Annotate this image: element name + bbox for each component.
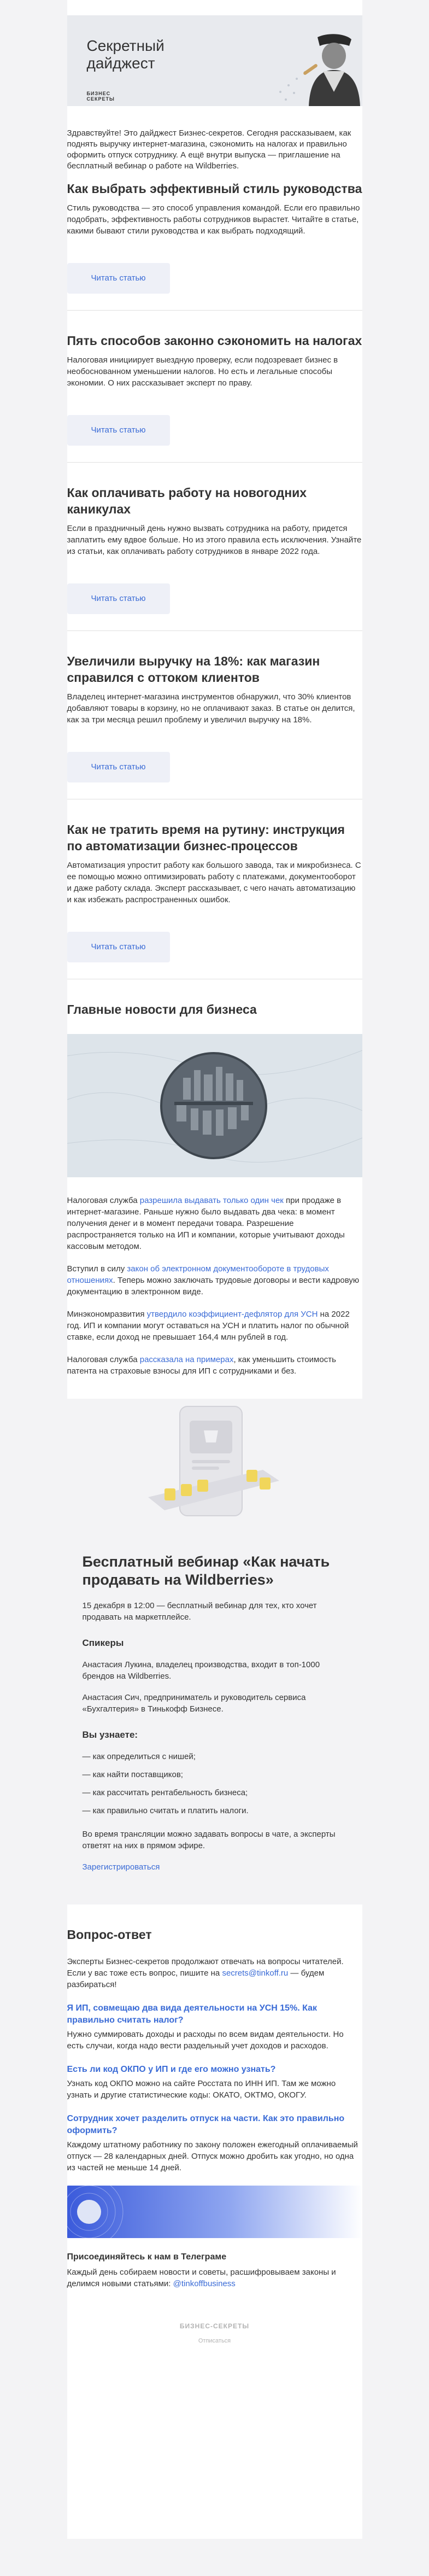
unsubscribe-link[interactable]: Отписаться [198,2338,231,2344]
intro-text: Здравствуйте! Это дайджест Бизнес-секретов. Сегодня рассказываем, как поднять выручку интернет-магазина, сэкономить на налогах и правильно оформить отпуск сотруднику. А ещё внутри выпуска — приглашение на бесплатный вебинар о работе на Wildberries. [67,128,351,171]
hero-brand-line1: БИЗНЕС [86,91,111,96]
article-text: Стиль руководства — это способ управления командой. Если его правильно подобрать, эффективность работы сотрудников вырастет. Читайте в статье, какими бывают стили руководства и как выбрать подходящий. [67,203,360,236]
news-link[interactable]: рассказала на примерах [139,1355,234,1364]
article-text: Автоматизация упростит работу как большого завода, так и микробизнеса. С ее помощью можно оптимизировать работу с платежами, документооборот и даже работу склада. Эксперт рассказывает, с чего начать автоматизацию и как избежать распространенных ошибок. [67,861,361,904]
read-article-button[interactable]: Читать статью [67,263,170,294]
hero-title-line1: Секретный [86,37,164,54]
news-text: , как уменьшить стоимость патента на страховые взносы для ИП с сотрудниками и без. [67,1355,336,1376]
read-article-button[interactable]: Читать статью [67,583,170,614]
qa-intro-text: Эксперты Бизнес-секретов продолжают отвечать на вопросы читателей. Если у вас тоже есть вопрос, пишите на [67,1957,344,1978]
webinar-date: 15 декабря в 12:00 — бесплатный вебинар для тех, кто хочет продавать на маркетплейсе. [82,1601,317,1622]
learn-item: — как найти поставщиков; [82,1770,183,1779]
read-article-button[interactable]: Читать статью [67,415,170,446]
article-title[interactable]: Как оплачивать работу на новогодних каникулах [67,486,307,516]
hero-illustration [269,15,362,106]
speakers-heading: Спикеры [82,1638,124,1648]
speaker-item: Анастасия Сич, предприниматель и руководитель сервиса «Бухгалтерия» в Тинькофф Бизнесе. [82,1693,306,1714]
news-text: на 2022 год. ИП и компании могут оставаться на УСН и платить налог по обычной ставке, если доход не превышает 164,4 млн рублей в год. [67,1310,350,1342]
article-text: Если в праздничный день нужно вызвать сотрудника на работу, придется заплатить ему вдвое больше. Но из этого правила есть исключения. Узнайте из статьи, как оплачивать работу сотрудников в январе 2022 года. [67,524,362,556]
telegram-text [67,2267,362,2289]
news-text: Вступил в силу [67,1264,127,1274]
article-card [67,332,362,463]
news-item [67,1354,362,1377]
learn-item: — как правильно считать и платить налоги. [82,1806,249,1815]
telegram-link[interactable]: @tinkoffbusiness [173,2279,236,2288]
article-text: Налоговая инициирует выездную проверку, если подозревает бизнес в необоснованном уменьшении налогов. Но есть и легальные способы экономии. О них рассказывает эксперт по праву. [67,355,338,388]
news-text: Налоговая служба [67,1355,140,1364]
article-card [67,653,362,799]
telegram-banner[interactable] [67,2186,362,2238]
hero-title [87,37,164,72]
news-text: при продаже в интернет-магазине. Раньше нужно было выдавать два чека: в момент получения денег и в момент передачи товара. Разрешение распространяется только на ИП и компании, которые учитывают доходы кассовым методом. [67,1196,345,1251]
learn-item: — как определиться с нишей; [82,1752,196,1761]
article-title[interactable]: Как не тратить время на рутину: инструкция по автоматизации бизнес-процессов [67,822,345,853]
news-link[interactable]: закон об электронном документообороте в трудовых отношениях [67,1264,329,1285]
news-item [67,1309,362,1343]
email-link[interactable]: secrets@tinkoff.ru [222,1968,289,1978]
email-page [67,0,362,2539]
speaker-item: Анастасия Лукина, владелец производства, входит в топ-1000 брендов на Wildberries. [82,1660,320,1681]
qa-answer: Каждому штатному работнику по закону положен ежегодный оплачиваемый отпуск — 28 календарных дней. Отпуск можно дробить как угодно, но одна из частей не меньше 14 дней. [67,2140,358,2172]
learn-item: — как рассчитать рентабельность бизнеса; [82,1788,248,1797]
marketplace-phone-image [83,1399,347,1539]
article-text: Владелец интернет-магазина инструментов обнаружил, что 30% клиентов добавляют товары в корзину, но не оплачивают заказ. В статье он делится, как за три месяца решил проблему и увеличил выручку на 18%. [67,692,355,725]
article-title[interactable]: Как выбрать эффективный стиль руководства [67,182,362,196]
hero-title-line2: дайджест [86,55,155,72]
qa-heading: Вопрос-ответ [67,1927,152,1942]
telegram-heading: Присоединяйтесь к нам в Телеграме [67,2252,227,2262]
footer-brand: БИЗНЕС-СЕКРЕТЫ [179,2322,250,2330]
qa-intro-text: — будем разбираться! [67,1968,325,1989]
qa-question[interactable]: Сотрудник хочет разделить отпуск на части. Как это правильно оформить? [67,2114,345,2135]
qa-intro [67,1956,362,1990]
telegram-gradient-image [67,2186,362,2238]
article-card [67,180,362,311]
webinar-block [67,1399,362,1905]
qa-question[interactable]: Я ИП, совмещаю два вида деятельности на УСН 15%. Как правильно считать налог? [67,2003,318,2025]
article-title[interactable]: Увеличили выручку на 18%: как магазин справился с оттоком клиентов [67,654,320,685]
news-text: Налоговая служба [67,1196,140,1205]
webinar-note: Во время трансляции можно задавать вопросы в чате, а эксперты ответят на них в прямом эфире. [82,1830,336,1850]
qa-question[interactable]: Есть ли код ОКПО у ИП и где его можно узнать? [67,2065,276,2074]
news-item [67,1263,362,1298]
news-text: Минэкономразвития [67,1310,147,1319]
article-title[interactable]: Пять способов законно сэкономить на налогах [67,334,362,348]
hero-brand-line2: СЕКРЕТЫ [86,96,115,102]
article-card [67,484,362,631]
footer [67,2322,362,2344]
qa-answer: Нужно суммировать доходы и расходы по всем видам деятельности. Но есть случаи, когда надо вести раздельный учет доходов и расходов. [67,2030,344,2051]
hero-banner [67,15,362,106]
learn-list [83,1751,347,1816]
news-illustration [67,1034,362,1177]
qa-answer: Узнать код ОКПО можно на сайте Росстата по ИНН ИП. Там же можно узнать и другие статистические коды: ОКАТО, ОКТМО, ОКОГУ. [67,2079,336,2100]
register-link[interactable]: Зарегистрироваться [82,1862,160,1872]
news-item [67,1195,362,1252]
article-card [67,821,362,979]
hero-brand-logo [87,91,115,102]
learn-heading: Вы узнаете: [82,1730,138,1740]
news-link[interactable]: утвердило коэффициент-дефлятор для УСН [146,1310,318,1319]
read-article-button[interactable]: Читать статью [67,752,170,782]
news-link[interactable]: разрешила выдавать только один чек [139,1196,284,1205]
news-heading: Главные новости для бизнеса [67,1002,257,1017]
webinar-illustration [83,1399,347,1539]
webinar-title: Бесплатный вебинар «Как начать продавать на Wildberries» [82,1553,330,1588]
news-text: . Теперь можно заключать трудовые договоры и вести кадровую документацию в электронном виде. [67,1276,360,1296]
telegram-text-body: Каждый день собираем новости и советы, расшифровываем законы и делимся новыми статьями: [67,2268,336,2288]
city-sphere-image [67,1034,362,1177]
read-article-button[interactable]: Читать статью [67,932,170,962]
